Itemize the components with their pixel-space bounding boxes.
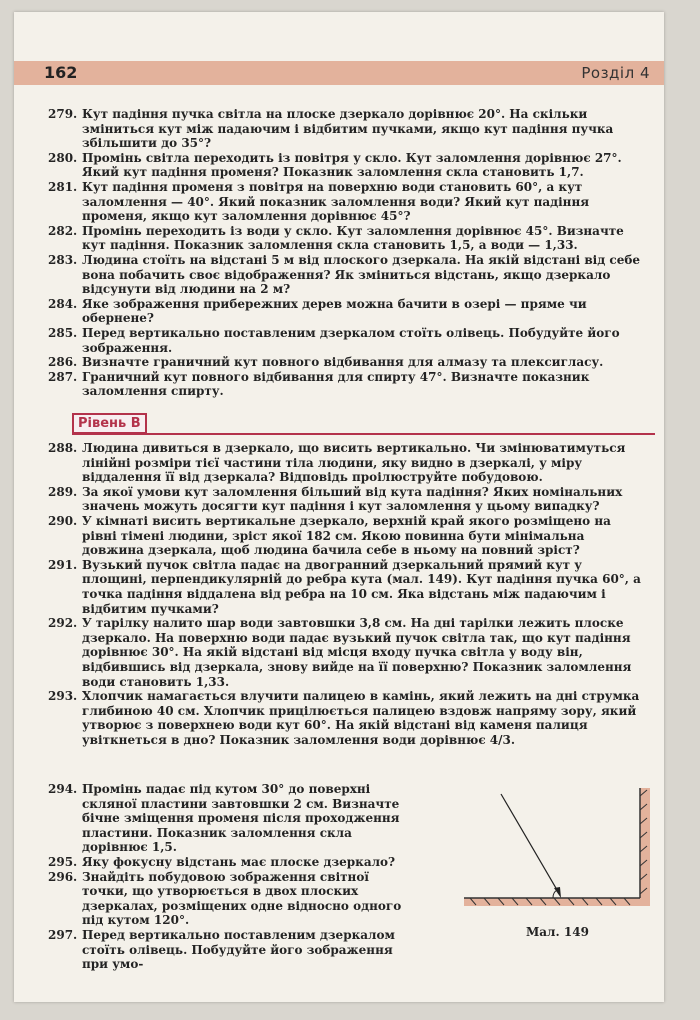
problem: 292. У тарілку налито шар води завтовшки 3,8 см. На дні тарілки лежить плоске дзеркало. На поверхню води падає вузький пучок світла так, що кут падіння дорівнює 30°. На якій відстані від місця входу пучка світла у воду він, відбившись від дзеркала, знову вийде на її поверхню? Показник заломлення води становить 1,33. <box>48 616 632 689</box>
problem: 285. Перед вертикально поставленим дзеркалом стоїть олівець. Побудуйте його зображення. <box>48 325 620 355</box>
problem: 295. Яку фокусну відстань має плоске дзеркало? <box>48 854 396 869</box>
problem: 287. Граничний кут повного відбивання для спирту 47°. Визначте показник заломлення спирту. <box>48 369 590 399</box>
problem-list-b <box>48 441 642 747</box>
problem: 297. Перед вертикально поставленим дзеркалом стоїть олівець. Побудуйте його зображення при умо- <box>48 927 395 972</box>
problem-list-a <box>48 107 642 399</box>
problem: 286. Визначте граничний кут повного відбивання для алмазу та плексигласу. <box>48 355 604 370</box>
problem: 281. Кут падіння променя з повітря на поверхню води становить 60°, а кут заломлення — 40°. Який показник заломлення води? Який кут падіння променя, якщо кут заломлення дорівнює 45°? <box>48 179 590 224</box>
chapter-title: Розділ 4 <box>581 64 650 82</box>
level-badge: Рівень В <box>72 413 147 434</box>
problem: 283. Людина стоїть на відстані 5 м від плоского дзеркала. На якій відстані від себе вона побачить своє відображення? Як зміниться відстань, якщо дзеркало відсунути від людини на 2 м? <box>48 252 640 297</box>
problem: 290. У кімнаті висить вертикальне дзеркало, верхній край якого розміщено на рівні тімені людини, зріст якої 182 см. Якою повинна бути мінімальна довжина дзеркала, щоб людина бачила себе в ньому на повний зріст? <box>48 513 611 558</box>
problem: 279. Кут падіння пучка світла на плоске дзеркало дорівнює 20°. На скільки зміниться кут між падаючим і відбитим пучками, якщо кут падіння пучка збільшити до 35°? <box>48 107 614 151</box>
problem: 282. Промінь переходить із води у скло. Кут заломлення дорівнює 45°. Визначте кут падіння. Показник заломлення скла становить 1,5, а води — 1,33. <box>48 223 624 253</box>
page-header <box>14 61 664 85</box>
problem-list-c <box>48 782 418 972</box>
problem: 294. Промінь падає під кутом 30° до поверхні скляної пластини завтовшки 2 см. Визначте бічне зміщення променя після проходження пластини. Показник заломлення скла дорівнює 1,5. <box>48 782 400 855</box>
problem: 296. Знайдіть побудовою зображення світної точки, що утворюється в двох плоских дзеркалах, розміщених одне відносно одного під кутом 120°. <box>48 869 402 928</box>
problem: 291. Вузький пучок світла падає на двогранний дзеркальний прямий кут у площині, перпендикулярній до ребра кута (мал. 149). Кут падіння пучка 60°, а точка падіння віддалена від ребра на 10 см. Яка відстань між падаючим і відбитим пучками? <box>48 557 641 616</box>
figure-caption: Мал. 149 <box>526 925 589 939</box>
level-divider <box>72 433 655 435</box>
incident-ray <box>501 794 560 895</box>
mirror-diagram <box>454 782 654 922</box>
problem: 280. Промінь світла переходить із повітря у скло. Кут заломлення дорівнює 27°. Який кут падіння променя? Показник заломлення скла становить 1,7. <box>48 150 622 180</box>
figure-149 <box>454 782 654 942</box>
ray-arrowhead <box>554 887 561 898</box>
problem: 284. Яке зображення прибережних дерев можна бачити в озері — пряме чи обернене? <box>48 296 587 326</box>
problem: 293. Хлопчик намагається влучити палицею в камінь, який лежить на дні струмка глибиною 40 см. Хлопчик прицілюється палицею вздовж напряму зору, який утворює з поверхнею води кут 60°. На якій відстані від каменя палиця увіткнеться в дно? Показник заломлення води дорівнює 4/3. <box>48 689 640 747</box>
problem: 289. За якої умови кут заломлення більший від кута падіння? Яких номінальних значень можуть досягти кут падіння і кут заломлення у цьому випадку? <box>48 484 623 514</box>
textbook-page <box>14 12 664 1002</box>
page-number: 162 <box>44 63 78 82</box>
problem: 288. Людина дивиться в дзеркало, що висить вертикально. Чи змінюватимуться лінійні розміри тієї частини тіла людини, яку видно в дзеркалі, у міру віддалення її від дзеркала? Відповідь проілюструйте побудовою. <box>48 441 626 485</box>
